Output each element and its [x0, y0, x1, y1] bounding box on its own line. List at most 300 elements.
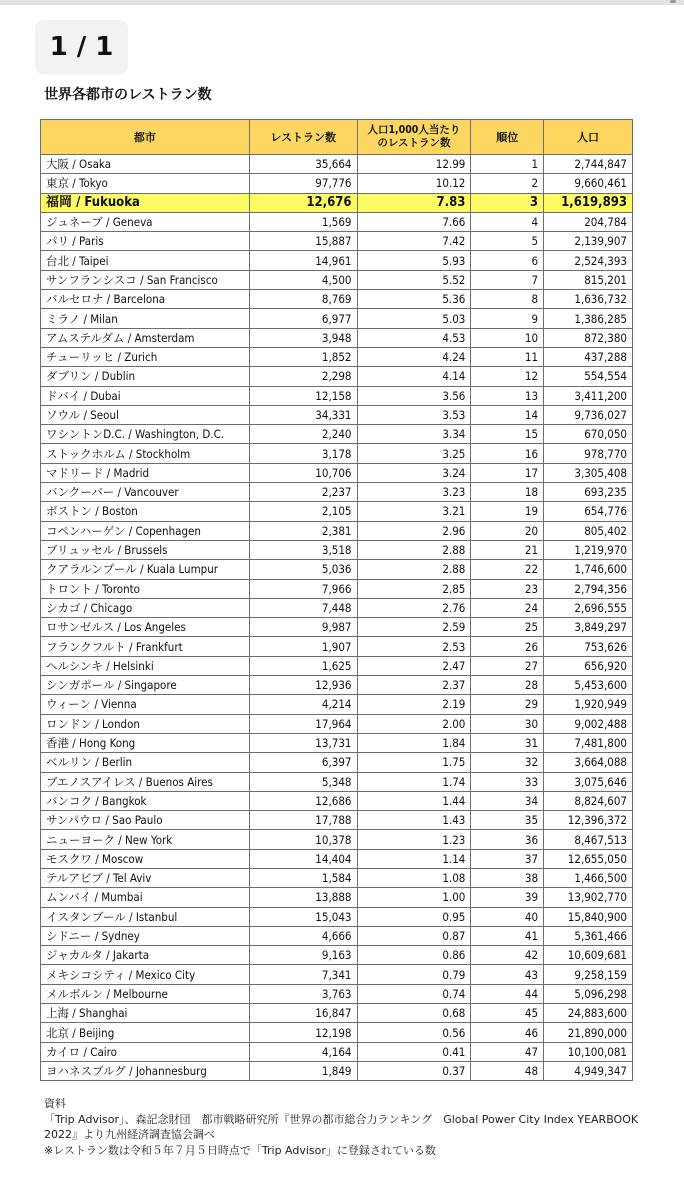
cell-restaurants: 17,964 — [249, 714, 357, 733]
cell-population: 2,744,847 — [544, 155, 633, 174]
cell-restaurants: 14,404 — [249, 849, 357, 868]
cell-city: ジュネーブ / Geneva — [41, 212, 250, 231]
table-row — [41, 270, 633, 289]
table-row — [41, 463, 633, 482]
cell-population: 5,453,600 — [544, 676, 633, 695]
cell-population: 3,305,408 — [544, 463, 633, 482]
cell-per-1000: 3.56 — [357, 386, 471, 405]
cell-per-1000: 0.95 — [357, 907, 471, 926]
cell-population: 13,902,770 — [544, 888, 633, 907]
cell-restaurants: 1,907 — [249, 637, 357, 656]
cell-restaurants: 1,584 — [249, 868, 357, 887]
cell-rank: 21 — [471, 540, 544, 559]
cell-population: 10,100,081 — [544, 1042, 633, 1061]
cell-per-1000: 3.25 — [357, 444, 471, 463]
cell-population: 5,096,298 — [544, 984, 633, 1003]
cell-per-1000: 3.21 — [357, 502, 471, 521]
cell-rank: 42 — [471, 946, 544, 965]
cell-population: 1,219,970 — [544, 540, 633, 559]
table-row — [41, 946, 633, 965]
cell-rank: 26 — [471, 637, 544, 656]
table-row — [41, 676, 633, 695]
source-notes — [44, 1096, 644, 1158]
table-row — [41, 618, 633, 637]
cell-city: イスタンブール / Istanbul — [41, 907, 250, 926]
cell-rank: 15 — [471, 425, 544, 444]
cell-population: 204,784 — [544, 212, 633, 231]
cell-restaurants: 4,666 — [249, 926, 357, 945]
cell-per-1000: 4.14 — [357, 367, 471, 386]
cell-population: 872,380 — [544, 328, 633, 347]
table-body — [41, 155, 633, 1081]
cell-per-1000: 1.23 — [357, 830, 471, 849]
table-row — [41, 540, 633, 559]
cell-rank: 33 — [471, 772, 544, 791]
col-header-population: 人口 — [544, 120, 633, 155]
cell-population: 8,824,607 — [544, 791, 633, 810]
cell-per-1000: 3.53 — [357, 405, 471, 424]
cell-per-1000: 2.88 — [357, 560, 471, 579]
cell-rank: 31 — [471, 733, 544, 752]
table-row — [41, 1042, 633, 1061]
table-row — [41, 1004, 633, 1023]
cell-rank: 18 — [471, 483, 544, 502]
cell-restaurants: 4,500 — [249, 270, 357, 289]
cell-rank: 34 — [471, 791, 544, 810]
table-row — [41, 830, 633, 849]
cell-rank: 2 — [471, 174, 544, 193]
cell-rank: 40 — [471, 907, 544, 926]
cell-per-1000: 7.83 — [357, 193, 471, 212]
cell-restaurants: 2,381 — [249, 521, 357, 540]
cell-rank: 36 — [471, 830, 544, 849]
cell-city: 台北 / Taipei — [41, 251, 250, 270]
cell-rank: 23 — [471, 579, 544, 598]
cell-per-1000: 2.85 — [357, 579, 471, 598]
cell-rank: 32 — [471, 753, 544, 772]
table-row — [41, 772, 633, 791]
cell-population: 12,396,372 — [544, 811, 633, 830]
table-row — [41, 483, 633, 502]
cell-restaurants: 12,158 — [249, 386, 357, 405]
cell-population: 693,235 — [544, 483, 633, 502]
cell-population: 24,883,600 — [544, 1004, 633, 1023]
cell-population: 5,361,466 — [544, 926, 633, 945]
cell-city: コペンハーゲン / Copenhagen — [41, 521, 250, 540]
cell-population: 2,139,907 — [544, 232, 633, 251]
cell-rank: 24 — [471, 598, 544, 617]
cell-rank: 44 — [471, 984, 544, 1003]
cell-population: 978,770 — [544, 444, 633, 463]
cell-per-1000: 1.43 — [357, 811, 471, 830]
cell-restaurants: 1,849 — [249, 1061, 357, 1080]
table-row — [41, 753, 633, 772]
cell-per-1000: 1.14 — [357, 849, 471, 868]
cell-per-1000: 0.56 — [357, 1023, 471, 1042]
cell-population: 1,746,600 — [544, 560, 633, 579]
cell-restaurants: 12,686 — [249, 791, 357, 810]
cell-per-1000: 5.36 — [357, 290, 471, 309]
document-title: 世界各都市のレストラン数 — [44, 87, 212, 103]
cell-per-1000: 3.23 — [357, 483, 471, 502]
cell-city: ボストン / Boston — [41, 502, 250, 521]
cell-rank: 5 — [471, 232, 544, 251]
cell-per-1000: 2.88 — [357, 540, 471, 559]
cell-city: ブリュッセル / Brussels — [41, 540, 250, 559]
cell-restaurants: 14,961 — [249, 251, 357, 270]
cell-per-1000: 5.93 — [357, 251, 471, 270]
cell-city: ヘルシンキ / Helsinki — [41, 656, 250, 675]
table-row — [41, 251, 633, 270]
cell-restaurants: 7,341 — [249, 965, 357, 984]
cell-city: フランクフルト / Frankfurt — [41, 637, 250, 656]
cell-population: 670,050 — [544, 425, 633, 444]
cell-restaurants: 12,198 — [249, 1023, 357, 1042]
cell-per-1000: 1.84 — [357, 733, 471, 752]
table-row — [41, 232, 633, 251]
notes-heading: 資料 — [44, 1097, 66, 1110]
table-row — [41, 328, 633, 347]
cell-restaurants: 6,977 — [249, 309, 357, 328]
table-row — [41, 290, 633, 309]
cell-rank: 38 — [471, 868, 544, 887]
table-row — [41, 174, 633, 193]
col-header-per-1000 — [357, 120, 471, 155]
cell-city: メキシコシティ / Mexico City — [41, 965, 250, 984]
cell-rank: 17 — [471, 463, 544, 482]
cell-city: ニューヨーク / New York — [41, 830, 250, 849]
cell-population: 2,794,356 — [544, 579, 633, 598]
table-row — [41, 714, 633, 733]
cell-city: ドバイ / Dubai — [41, 386, 250, 405]
cell-restaurants: 13,888 — [249, 888, 357, 907]
cell-rank: 3 — [471, 193, 544, 212]
cell-city: アムステルダム / Amsterdam — [41, 328, 250, 347]
cell-city: サンパウロ / Sao Paulo — [41, 811, 250, 830]
cell-city: トロント / Toronto — [41, 579, 250, 598]
cell-city: パリ / Paris — [41, 232, 250, 251]
cell-city: 大阪 / Osaka — [41, 155, 250, 174]
cell-population: 3,664,088 — [544, 753, 633, 772]
cell-city: バンクーバー / Vancouver — [41, 483, 250, 502]
cell-rank: 30 — [471, 714, 544, 733]
cell-per-1000: 12.99 — [357, 155, 471, 174]
table-row — [41, 656, 633, 675]
notes-footnote: ※レストラン数は令和５年７月５日時点で「Trip Advisor」に登録されている数 — [44, 1143, 436, 1157]
cell-per-1000: 2.96 — [357, 521, 471, 540]
table-row — [41, 888, 633, 907]
cell-population: 1,920,949 — [544, 695, 633, 714]
cell-population: 654,776 — [544, 502, 633, 521]
cell-restaurants: 1,625 — [249, 656, 357, 675]
cell-restaurants: 6,397 — [249, 753, 357, 772]
cell-restaurants: 10,706 — [249, 463, 357, 482]
cell-population: 7,481,800 — [544, 733, 633, 752]
table-row — [41, 212, 633, 231]
cell-rank: 12 — [471, 367, 544, 386]
cell-rank: 10 — [471, 328, 544, 347]
cell-population: 1,466,500 — [544, 868, 633, 887]
cell-rank: 43 — [471, 965, 544, 984]
table-row — [41, 926, 633, 945]
table-row — [41, 579, 633, 598]
cell-city: ワシントンD.C. / Washington, D.C. — [41, 425, 250, 444]
cell-restaurants: 7,966 — [249, 579, 357, 598]
cell-per-1000: 3.34 — [357, 425, 471, 444]
cell-rank: 35 — [471, 811, 544, 830]
cell-population: 2,696,555 — [544, 598, 633, 617]
cell-rank: 39 — [471, 888, 544, 907]
cell-city: 福岡 / Fukuoka — [41, 193, 250, 212]
table-row — [41, 984, 633, 1003]
table-row — [41, 309, 633, 328]
cell-city: カイロ / Cairo — [41, 1042, 250, 1061]
cell-restaurants: 2,105 — [249, 502, 357, 521]
cell-restaurants: 4,214 — [249, 695, 357, 714]
cell-population: 3,411,200 — [544, 386, 633, 405]
table-row — [41, 405, 633, 424]
cell-population: 12,655,050 — [544, 849, 633, 868]
cell-restaurants: 9,163 — [249, 946, 357, 965]
cell-per-1000: 0.74 — [357, 984, 471, 1003]
cell-population: 15,840,900 — [544, 907, 633, 926]
cell-city: ブエノスアイレス / Buenos Aires — [41, 772, 250, 791]
cell-rank: 22 — [471, 560, 544, 579]
table-row — [41, 560, 633, 579]
cell-per-1000: 2.19 — [357, 695, 471, 714]
cell-restaurants: 34,331 — [249, 405, 357, 424]
table-row — [41, 193, 633, 212]
cell-per-1000: 0.37 — [357, 1061, 471, 1080]
cell-population: 9,002,488 — [544, 714, 633, 733]
table-row — [41, 1061, 633, 1080]
cell-city: サンフランシスコ / San Francisco — [41, 270, 250, 289]
cell-population: 753,626 — [544, 637, 633, 656]
cell-restaurants: 2,237 — [249, 483, 357, 502]
cell-rank: 1 — [471, 155, 544, 174]
cell-restaurants: 8,769 — [249, 290, 357, 309]
cell-city: ウィーン / Vienna — [41, 695, 250, 714]
col-header-city: 都市 — [41, 120, 250, 155]
cell-city: ジャカルタ / Jakarta — [41, 946, 250, 965]
cell-rank: 27 — [471, 656, 544, 675]
notes-source-line-1: 「Trip Advisor」、森記念財団 都市戦略研究所『世界の都市総合力ランキング Global Power City Index YEARBOOK — [44, 1112, 639, 1126]
cell-rank: 14 — [471, 405, 544, 424]
table-row — [41, 386, 633, 405]
cell-rank: 45 — [471, 1004, 544, 1023]
table-row — [41, 637, 633, 656]
cell-population: 554,554 — [544, 367, 633, 386]
table-row — [41, 425, 633, 444]
cell-per-1000: 2.76 — [357, 598, 471, 617]
cell-population: 656,920 — [544, 656, 633, 675]
table-row — [41, 598, 633, 617]
cell-restaurants: 12,676 — [249, 193, 357, 212]
cell-city: シドニー / Sydney — [41, 926, 250, 945]
cell-city: ダブリン / Dublin — [41, 367, 250, 386]
cell-city: ロンドン / London — [41, 714, 250, 733]
cell-city: シンガポール / Singapore — [41, 676, 250, 695]
cell-rank: 4 — [471, 212, 544, 231]
cell-population: 9,660,461 — [544, 174, 633, 193]
cell-per-1000: 7.66 — [357, 212, 471, 231]
cell-city: ヨハネスブルグ / Johannesburg — [41, 1061, 250, 1080]
cell-per-1000: 2.47 — [357, 656, 471, 675]
cell-per-1000: 1.75 — [357, 753, 471, 772]
cell-rank: 20 — [471, 521, 544, 540]
cell-population: 21,890,000 — [544, 1023, 633, 1042]
cell-per-1000: 10.12 — [357, 174, 471, 193]
cell-restaurants: 7,448 — [249, 598, 357, 617]
table-row — [41, 155, 633, 174]
cell-city: シカゴ / Chicago — [41, 598, 250, 617]
cell-restaurants: 5,036 — [249, 560, 357, 579]
cell-population: 9,736,027 — [544, 405, 633, 424]
cell-per-1000: 7.42 — [357, 232, 471, 251]
cell-rank: 16 — [471, 444, 544, 463]
cell-population: 2,524,393 — [544, 251, 633, 270]
cell-population: 805,402 — [544, 521, 633, 540]
cell-restaurants: 3,763 — [249, 984, 357, 1003]
cell-per-1000: 1.08 — [357, 868, 471, 887]
cell-per-1000: 1.74 — [357, 772, 471, 791]
cell-per-1000: 5.52 — [357, 270, 471, 289]
cell-rank: 29 — [471, 695, 544, 714]
col-header-rank: 順位 — [471, 120, 544, 155]
table-row — [41, 695, 633, 714]
cell-per-1000: 2.00 — [357, 714, 471, 733]
cell-population: 9,258,159 — [544, 965, 633, 984]
cell-city: テルアビブ / Tel Aviv — [41, 868, 250, 887]
cell-restaurants: 2,298 — [249, 367, 357, 386]
restaurant-table — [40, 119, 633, 1081]
cell-restaurants: 13,731 — [249, 733, 357, 752]
cell-population: 815,201 — [544, 270, 633, 289]
cell-rank: 8 — [471, 290, 544, 309]
cell-restaurants: 15,043 — [249, 907, 357, 926]
cell-population: 1,619,893 — [544, 193, 633, 212]
cell-rank: 46 — [471, 1023, 544, 1042]
cell-per-1000: 0.68 — [357, 1004, 471, 1023]
table-row — [41, 521, 633, 540]
cell-rank: 11 — [471, 347, 544, 366]
cell-per-1000: 2.53 — [357, 637, 471, 656]
cell-city: ストックホルム / Stockholm — [41, 444, 250, 463]
cell-restaurants: 1,569 — [249, 212, 357, 231]
notes-source-line-2: 2022』より九州経済調査協会調べ — [44, 1128, 215, 1141]
per-1000-header-text: 人口1,000人当たりのレストラン数 — [367, 124, 461, 149]
cell-restaurants: 1,852 — [249, 347, 357, 366]
cell-population: 1,386,285 — [544, 309, 633, 328]
cell-rank: 25 — [471, 618, 544, 637]
cell-restaurants: 12,936 — [249, 676, 357, 695]
page-counter: 1 / 1 — [35, 20, 128, 74]
cell-per-1000: 0.41 — [357, 1042, 471, 1061]
cell-city: ロサンゼルス / Los Angeles — [41, 618, 250, 637]
cell-per-1000: 1.44 — [357, 791, 471, 810]
table-row — [41, 849, 633, 868]
cell-rank: 41 — [471, 926, 544, 945]
cell-restaurants: 9,987 — [249, 618, 357, 637]
cell-population: 3,849,297 — [544, 618, 633, 637]
cell-city: チューリッヒ / Zurich — [41, 347, 250, 366]
table-row — [41, 367, 633, 386]
cell-per-1000: 2.37 — [357, 676, 471, 695]
cell-city: 東京 / Tokyo — [41, 174, 250, 193]
cell-city: 北京 / Beijing — [41, 1023, 250, 1042]
cell-per-1000: 1.00 — [357, 888, 471, 907]
cell-population: 3,075,646 — [544, 772, 633, 791]
table-row — [41, 811, 633, 830]
cell-population: 437,288 — [544, 347, 633, 366]
cell-per-1000: 5.03 — [357, 309, 471, 328]
cell-city: ソウル / Seoul — [41, 405, 250, 424]
cell-per-1000: 4.53 — [357, 328, 471, 347]
cell-rank: 9 — [471, 309, 544, 328]
table-row — [41, 1023, 633, 1042]
col-header-restaurants: レストラン数 — [249, 120, 357, 155]
cell-restaurants: 17,788 — [249, 811, 357, 830]
cell-restaurants: 3,178 — [249, 444, 357, 463]
cell-restaurants: 35,664 — [249, 155, 357, 174]
cell-rank: 19 — [471, 502, 544, 521]
cell-per-1000: 0.86 — [357, 946, 471, 965]
cell-rank: 48 — [471, 1061, 544, 1080]
cell-per-1000: 0.79 — [357, 965, 471, 984]
table-row — [41, 965, 633, 984]
cell-city: モスクワ / Moscow — [41, 849, 250, 868]
cell-rank: 13 — [471, 386, 544, 405]
cell-city: ミラノ / Milan — [41, 309, 250, 328]
cell-restaurants: 15,887 — [249, 232, 357, 251]
cell-city: ムンバイ / Mumbai — [41, 888, 250, 907]
scroll-track — [0, 0, 684, 5]
table-row — [41, 502, 633, 521]
cell-restaurants: 16,847 — [249, 1004, 357, 1023]
cell-population: 10,609,681 — [544, 946, 633, 965]
cell-per-1000: 3.24 — [357, 463, 471, 482]
cell-city: マドリード / Madrid — [41, 463, 250, 482]
table-row — [41, 347, 633, 366]
cell-population: 1,636,732 — [544, 290, 633, 309]
table-row — [41, 733, 633, 752]
table-row — [41, 791, 633, 810]
cell-restaurants: 97,776 — [249, 174, 357, 193]
cell-population: 4,949,347 — [544, 1061, 633, 1080]
table-row — [41, 907, 633, 926]
cell-rank: 47 — [471, 1042, 544, 1061]
cell-rank: 28 — [471, 676, 544, 695]
cell-per-1000: 2.59 — [357, 618, 471, 637]
cell-rank: 6 — [471, 251, 544, 270]
cell-restaurants: 3,518 — [249, 540, 357, 559]
cell-rank: 7 — [471, 270, 544, 289]
cell-city: ベルリン / Berlin — [41, 753, 250, 772]
cell-city: バルセロナ / Barcelona — [41, 290, 250, 309]
cell-rank: 37 — [471, 849, 544, 868]
cell-restaurants: 4,164 — [249, 1042, 357, 1061]
cell-city: クアラルンプール / Kuala Lumpur — [41, 560, 250, 579]
cell-per-1000: 4.24 — [357, 347, 471, 366]
cell-city: 上海 / Shanghai — [41, 1004, 250, 1023]
cell-city: メルボルン / Melbourne — [41, 984, 250, 1003]
cell-population: 8,467,513 — [544, 830, 633, 849]
cell-restaurants: 5,348 — [249, 772, 357, 791]
cell-city: バンコク / Bangkok — [41, 791, 250, 810]
scrollbar-thumb[interactable] — [670, 0, 676, 3]
cell-per-1000: 0.87 — [357, 926, 471, 945]
cell-restaurants: 2,240 — [249, 425, 357, 444]
